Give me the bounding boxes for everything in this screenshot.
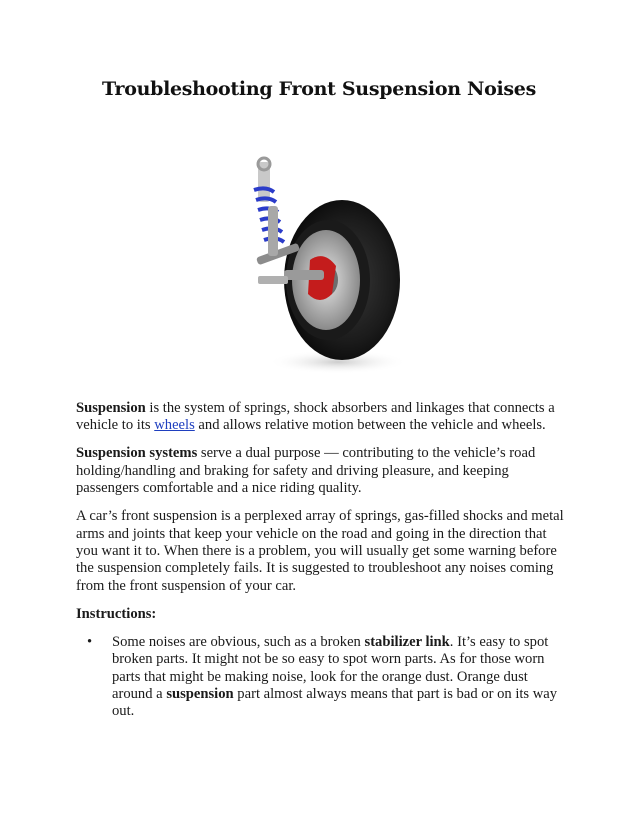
paragraph-suspension-systems [76,445,564,497]
term-suspension: suspension [166,686,234,703]
wheels-link[interactable]: wheels [154,417,195,434]
document-body [76,400,564,721]
paragraph-text: is the system of springs, shock absorbers and linkages that connects a vehicle to its [76,400,555,434]
term-stabilizer-link: stabilizer link [364,633,450,650]
term-suspension-systems: Suspension systems [76,445,198,462]
list-item: • Some noises are obvious, such as a broken stabilizer link. It’s easy to spot broken parts. It might not be so easy to spot worn parts. As for those worn parts that might be making noise, look for the orange dust. Orange dust around a suspension part almost always means that part is bad or on its way out. [87,633,558,720]
bullet-icon: • [87,633,93,650]
instructions-heading: Instructions: [76,605,157,622]
term-suspension: Suspension [76,400,146,416]
paragraph-suspension [76,400,564,435]
paragraph-text: serve a dual purpose — contributing to the vehicle’s road holding/handling and braking for safety and driving pleasure, and keeping passengers comfortable and a nice riding quality. [76,445,536,497]
instructions-list [76,634,564,721]
wheel-suspension-icon [228,150,404,380]
document-title: Troubleshooting Front Suspension Noises [102,78,536,100]
paragraph-front-suspension: A car’s front suspension is a perplexed array of springs, gas-filled shocks and metal arms and joints that keep your vehicle on the road and going in the direction that you want it to. When there is a problem, you will usually get some warning before the suspension completely fails. It is suggested to troubleshoot any noises coming from the front suspension of your car. [76,508,564,594]
paragraph-text: and allows relative motion between the vehicle and wheels. [194,417,546,434]
